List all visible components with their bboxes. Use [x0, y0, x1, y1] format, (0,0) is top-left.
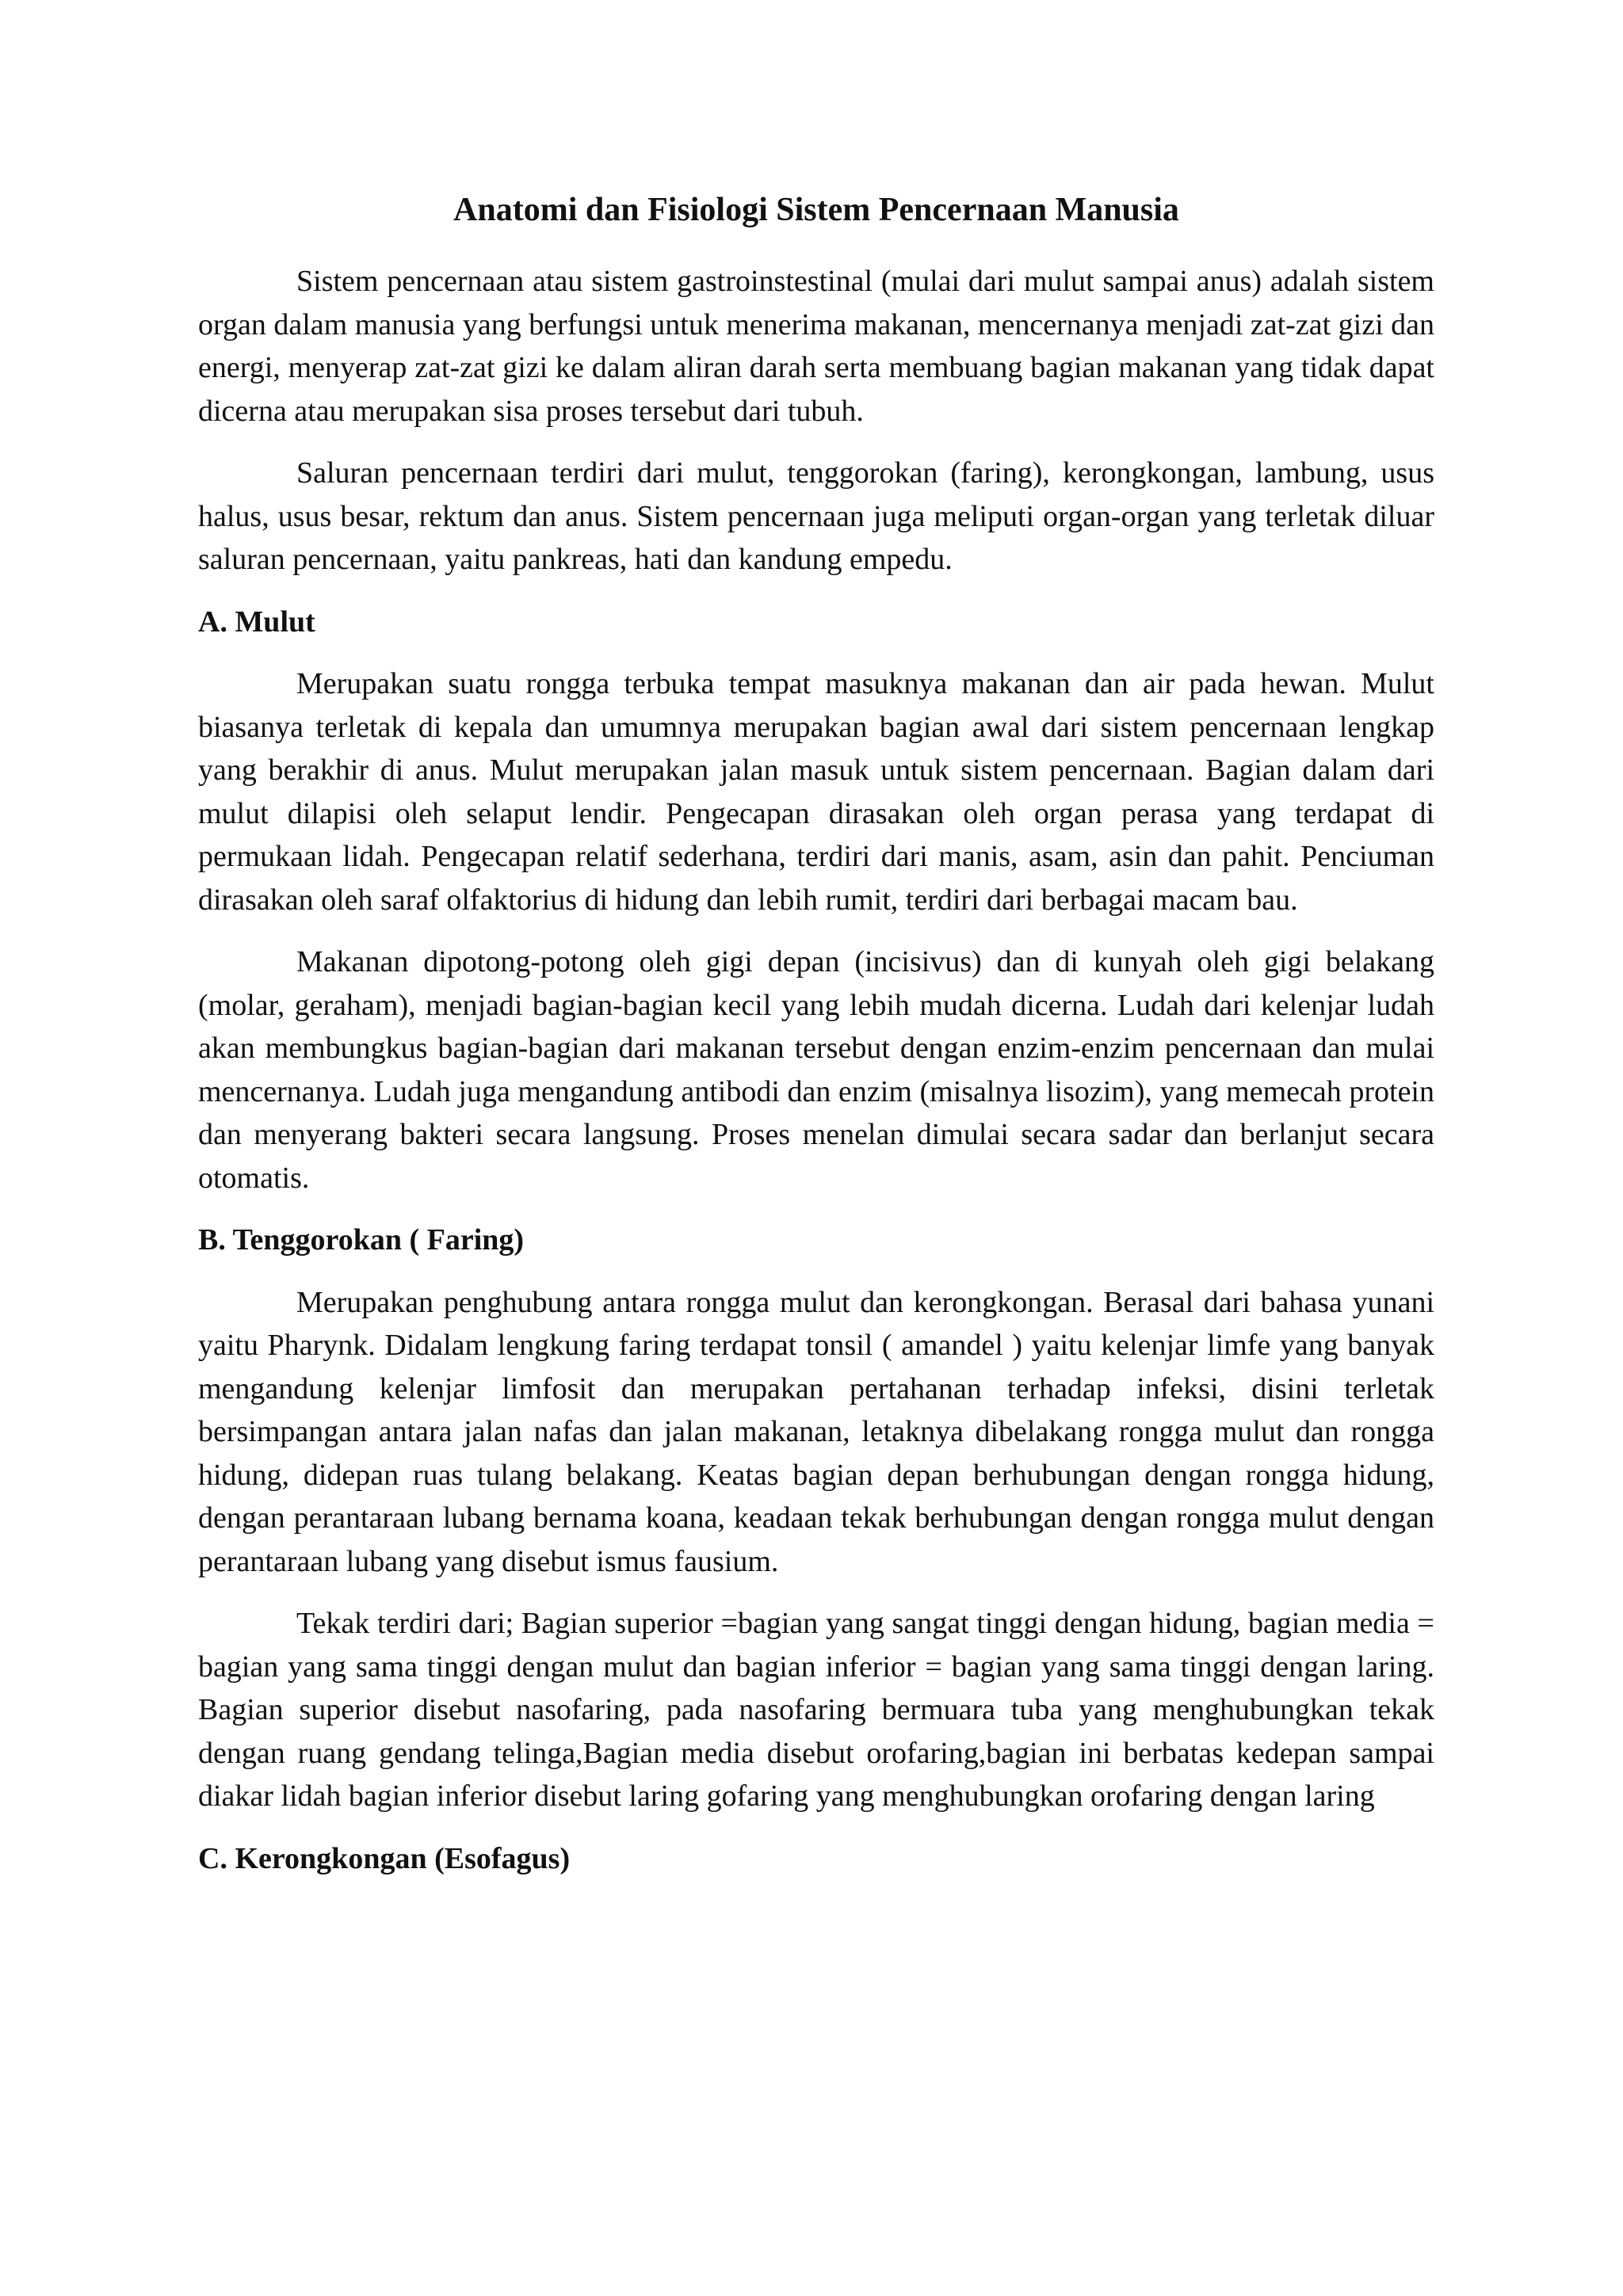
intro-paragraph-1: Sistem pencernaan atau sistem gastroinstestinal (mulai dari mulut sampai anus) adalah sistem organ dalam manusia yang berfungsi untuk menerima makanan, mencernanya menjadi zat-zat gizi dan energi, menyerap zat-zat gizi ke dalam aliran darah serta membuang bagian makanan yang tidak dapat dicerna atau merupakan sisa proses tersebut dari tubuh. — [198, 265, 1434, 428]
document-page — [198, 190, 1434, 1899]
faring-paragraph-1: Merupakan penghubung antara rongga mulut dan kerongkongan. Berasal dari bahasa yunani yaitu Pharynk. Didalam lengkung faring terdapat tonsil ( amandel ) yaitu kelenjar limfe yang banyak mengandung kelenjar limfosit dan merupakan pertahanan terhadap infeksi, disini terletak bersimpangan antara jalan nafas dan jalan makanan, letaknya dibelakang rongga mulut dan rongga hidung, didepan ruas tulang belakang. Keatas bagian depan berhubungan dengan rongga hidung, dengan perantaraan lubang bernama koana, keadaan tekak berhubungan dengan rongga mulut dengan perantaraan lubang yang disebut ismus fausium. — [198, 1285, 1434, 1578]
section-heading-mulut: A. Mulut — [198, 605, 315, 639]
section-heading-faring: B. Tenggorokan ( Faring) — [198, 1223, 525, 1257]
intro-paragraph-2: Saluran pencernaan terdiri dari mulut, tenggorokan (faring), kerongkongan, lambung, usus halus, usus besar, rektum dan anus. Sistem pencernaan juga meliputi organ-organ yang terletak diluar saluran pencernaan, yaitu pankreas, hati dan kandung empedu. — [198, 456, 1434, 577]
faring-paragraph-2: Tekak terdiri dari; Bagian superior =bagian yang sangat tinggi dengan hidung, bagian media = bagian yang sama tinggi dengan mulut dan bagian inferior = bagian yang sama tinggi dengan laring. Bagian superior disebut nasofaring, pada nasofaring bermuara tuba yang menghubungkan tekak dengan ruang gendang telinga,Bagian media disebut orofaring,bagian ini berbatas kedepan sampai diakar lidah bagian inferior disebut laring gofaring yang menghubungkan orofaring dengan laring — [198, 1607, 1434, 1814]
mulut-paragraph-1: Merupakan suatu rongga terbuka tempat masuknya makanan dan air pada hewan. Mulut biasanya terletak di kepala dan umumnya merupakan bagian awal dari sistem pencernaan lengkap yang berakhir di anus. Mulut merupakan jalan masuk untuk sistem pencernaan. Bagian dalam dari mulut dilapisi oleh selaput lendir. Pengecapan dirasakan oleh organ perasa yang terdapat di permukaan lidah. Pengecapan relatif sederhana, terdiri dari manis, asam, asin dan pahit. Penciuman dirasakan oleh saraf olfaktorius di hidung dan lebih rumit, terdiri dari berbagai macam bau. — [198, 667, 1434, 917]
section-heading-esofagus: C. Kerongkongan (Esofagus) — [198, 1841, 571, 1875]
mulut-paragraph-2: Makanan dipotong-potong oleh gigi depan (incisivus) dan di kunyah oleh gigi belakang (molar, geraham), menjadi bagian-bagian kecil yang lebih mudah dicerna. Ludah dari kelenjar ludah akan membungkus bagian-bagian dari makanan tersebut dengan enzim-enzim pencernaan dan mulai mencernanya. Ludah juga mengandung antibodi dan enzim (misalnya lisozim), yang memecah protein dan menyerang bakteri secara langsung. Proses menelan dimulai secara sadar dan berlanjut secara otomatis. — [198, 945, 1434, 1195]
page-title: Anatomi dan Fisiologi Sistem Pencernaan Manusia — [453, 192, 1179, 228]
